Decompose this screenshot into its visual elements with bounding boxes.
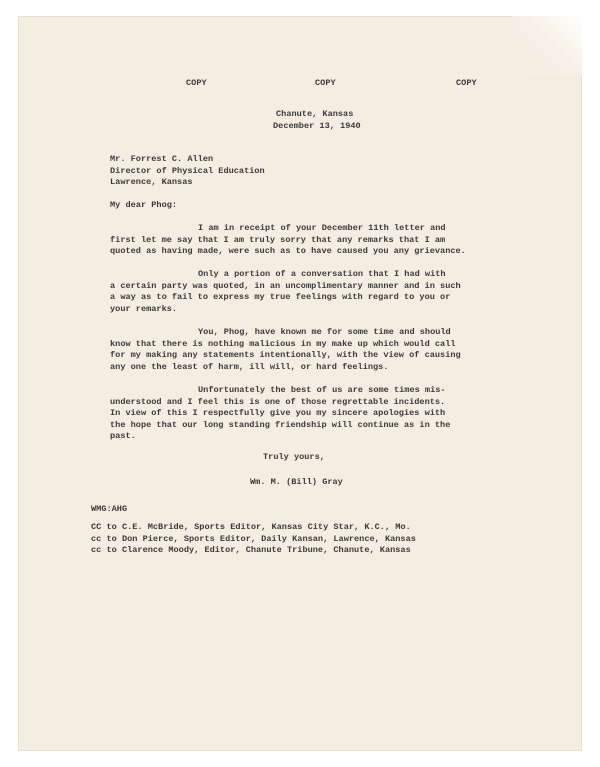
cc-line-1: CC to C.E. McBride, Sports Editor, Kansas City Star, K.C., Mo. [91,522,411,532]
letter-page [18,16,582,751]
paragraph-3-line-2: know that there is nothing malicious in my make up which would call [110,339,456,349]
cc-line-2: cc to Don Pierce, Sports Editor, Daily Kansan, Lawrence, Kansas [91,534,416,544]
addressee-name: Mr. Forrest C. Allen [110,154,214,164]
copy-label-left: COPY [186,78,207,88]
paragraph-2-line-3: a way as to fail to express my true feelings with regard to you or [110,292,451,302]
addressee-title: Director of Physical Education [110,166,265,176]
dateline-city: Chanute, Kansas [276,109,354,119]
cc-line-3: cc to Clarence Moody, Editor, Chanute Tribune, Chanute, Kansas [91,545,411,555]
paragraph-4-line-5: past. [110,431,136,441]
paragraph-1-line-1: I am in receipt of your December 11th letter and [198,223,446,233]
paragraph-3-line-4: any one the least of harm, ill will, or hard feelings. [110,362,389,372]
paragraph-3-line-1: You, Phog, have known me for some time and should [198,327,451,337]
typist-initials: WMG:AHG [91,504,128,514]
signature: Wm. M. (Bill) Gray [250,477,343,487]
paragraph-4-line-2: understood and I feel this is one of those regrettable incidents. [110,397,446,407]
copy-label-right: COPY [456,78,477,88]
paragraph-4-line-1: Unfortunately the best of us are some times mis- [198,385,446,395]
paragraph-2-line-1: Only a portion of a conversation that I had with [198,269,446,279]
paragraph-2-line-4: your remarks. [110,304,178,314]
paragraph-3-line-3: for my making any statements intentionally, with the view of causing [110,350,461,360]
dateline-date: December 13, 1940 [273,121,361,131]
paragraph-4-line-4: the hope that our long standing friendship will continue as in the [110,420,451,430]
salutation: My dear Phog: [110,200,178,210]
closing: Truly yours, [263,452,325,462]
paragraph-2-line-2: a certain party was quoted, in an uncomplimentary manner and in such [110,281,461,291]
copy-label-center: COPY [315,78,336,88]
addressee-city: Lawrence, Kansas [110,177,193,187]
paragraph-1-line-2: first let me say that I am truly sorry that any remarks that I am [110,235,446,245]
paragraph-4-line-3: In view of this I respectfully give you my sincere apologies with [110,408,446,418]
paragraph-1-line-3: quoted as having made, were such as to have caused you any grievance. [110,246,466,256]
